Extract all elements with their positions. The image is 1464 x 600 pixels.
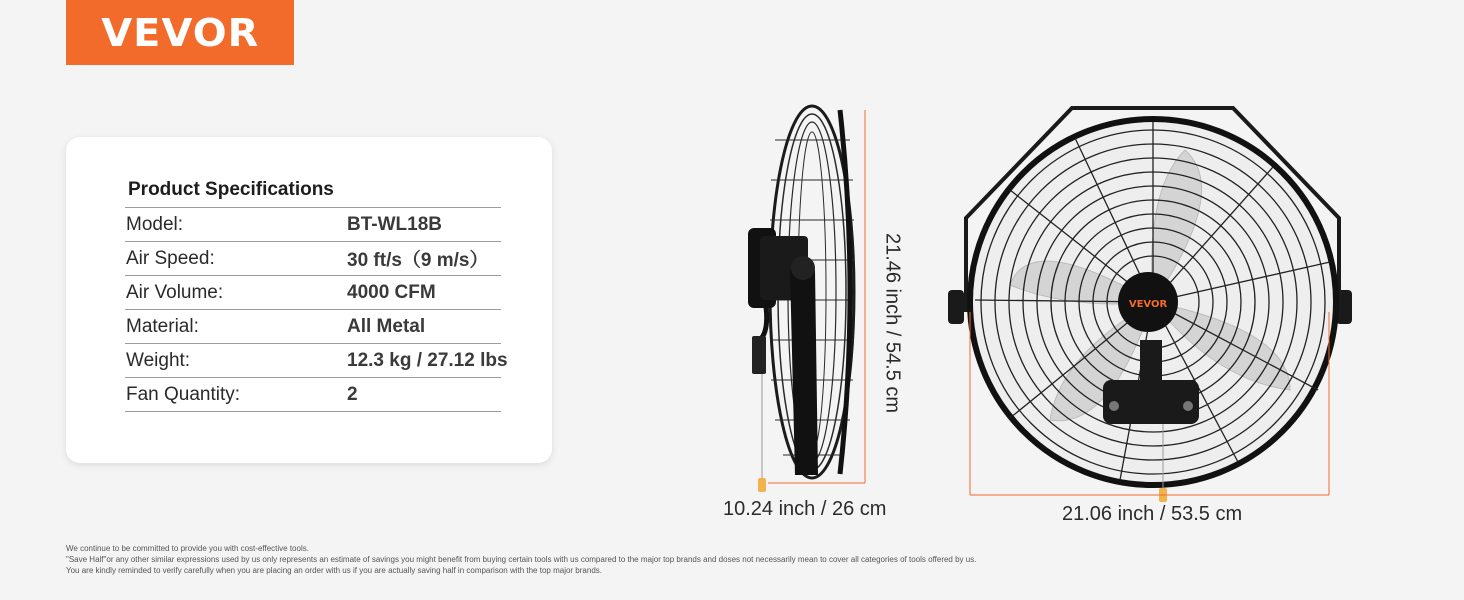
disclaimer-line: "Save Half"or any other similar expressions used by us only represents an estimate of savings you might benefit from buying certain tools with us compared to the major top brands and doses not necessarily mean to cover all categories of tools offered by us. — [66, 555, 977, 564]
spec-label: Material: — [126, 315, 199, 337]
dimension-width-label: 21.06 inch / 53.5 cm — [1062, 503, 1243, 525]
disclaimer-line: You are kindly reminded to verify carefully when you are placing an order with us if you are actually saving half in comparison with the top major brands. — [66, 566, 602, 575]
disclaimer-line: We continue to be committed to provide you with cost-effective tools. — [66, 544, 309, 553]
spec-label: Weight: — [126, 349, 191, 371]
spec-value: BT-WL18B — [347, 213, 442, 235]
spec-value: 12.3 kg / 27.12 lbs — [347, 349, 508, 371]
spec-value: 2 — [347, 383, 358, 405]
dimension-height-label: 21.46 inch / 54.5 cm — [881, 232, 904, 414]
spec-title: Product Specifications — [128, 179, 334, 200]
fan-hub-logo: VEVOR — [1128, 299, 1168, 310]
spec-label: Air Speed: — [126, 247, 215, 269]
fan-front-view — [948, 108, 1352, 502]
spec-value: 30 ft/s（9 m/s） — [347, 250, 489, 271]
dimension-depth-label: 10.24 inch / 26 cm — [723, 498, 887, 520]
disclaimer — [66, 543, 976, 576]
spec-label: Model: — [126, 213, 184, 235]
brand-logo-text: VEVOR — [100, 10, 260, 55]
spec-value: 4000 CFM — [347, 281, 436, 303]
spec-value: All Metal — [347, 315, 426, 337]
spec-label: Fan Quantity: — [126, 383, 241, 405]
spec-label: Air Volume: — [126, 281, 224, 303]
fan-side-view — [748, 106, 865, 492]
